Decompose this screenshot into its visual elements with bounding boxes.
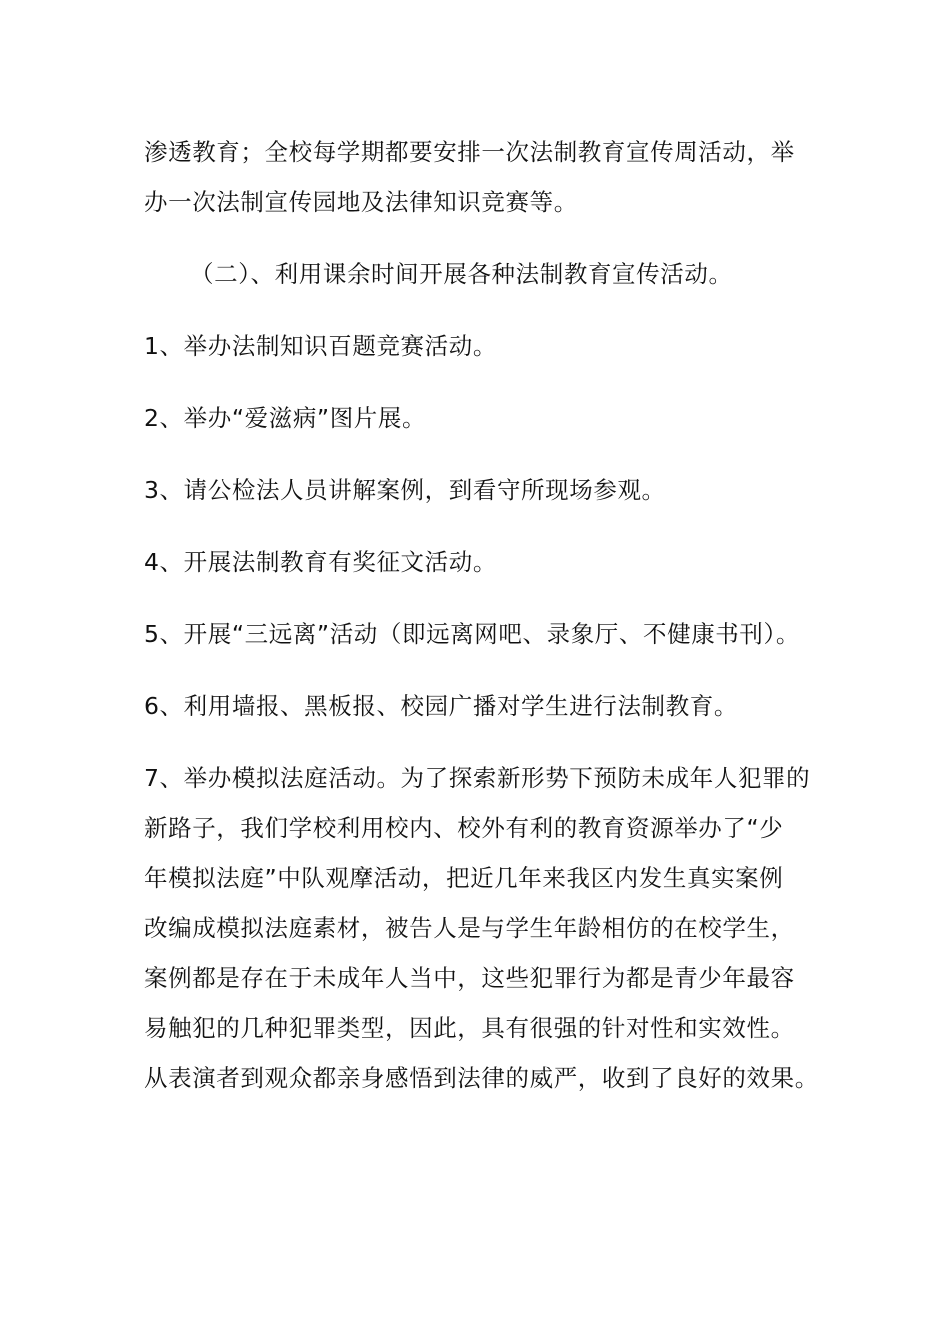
paragraph-line: 易触犯的几种犯罪类型，因此，具有很强的针对性和实效性。	[144, 1014, 795, 1042]
paragraph-line: 从表演者到观众都亲身感悟到法律的威严，收到了良好的效果。	[144, 1064, 819, 1092]
paragraph-line: 新路子，我们学校利用校内、校外有利的教育资源举办了“少	[144, 814, 784, 842]
paragraph-line: 改编成模拟法庭素材，被告人是与学生年龄相仿的在校学生，	[144, 914, 795, 942]
list-item: 2、举办“爱滋病”图片展。	[144, 404, 427, 432]
list-item: 1、举办法制知识百题竞赛活动。	[144, 332, 497, 360]
paragraph-line: 年模拟法庭”中队观摩活动，把近几年来我区内发生真实案例	[144, 864, 784, 892]
list-item: 4、开展法制教育有奖征文活动。	[144, 548, 497, 576]
paragraph-line: 案例都是存在于未成年人当中，这些犯罪行为都是青少年最容	[144, 964, 795, 992]
paragraph-line: 办一次法制宣传园地及法律知识竞赛等。	[144, 188, 578, 216]
section-heading: （二）、利用课余时间开展各种法制教育宣传活动。	[190, 260, 733, 288]
list-item: 6、利用墙报、黑板报、校园广播对学生进行法制教育。	[144, 692, 738, 720]
list-item: 5、开展“三远离”活动（即远离网吧、录象厅、不健康书刊）。	[144, 620, 800, 648]
list-item: 3、请公检法人员讲解案例，到看守所现场参观。	[144, 476, 666, 504]
paragraph-line: 7、举办模拟法庭活动。为了探索新形势下预防未成年人犯罪的	[144, 764, 811, 792]
paragraph-line: 渗透教育；全校每学期都要安排一次法制教育宣传周活动，举	[144, 138, 795, 166]
